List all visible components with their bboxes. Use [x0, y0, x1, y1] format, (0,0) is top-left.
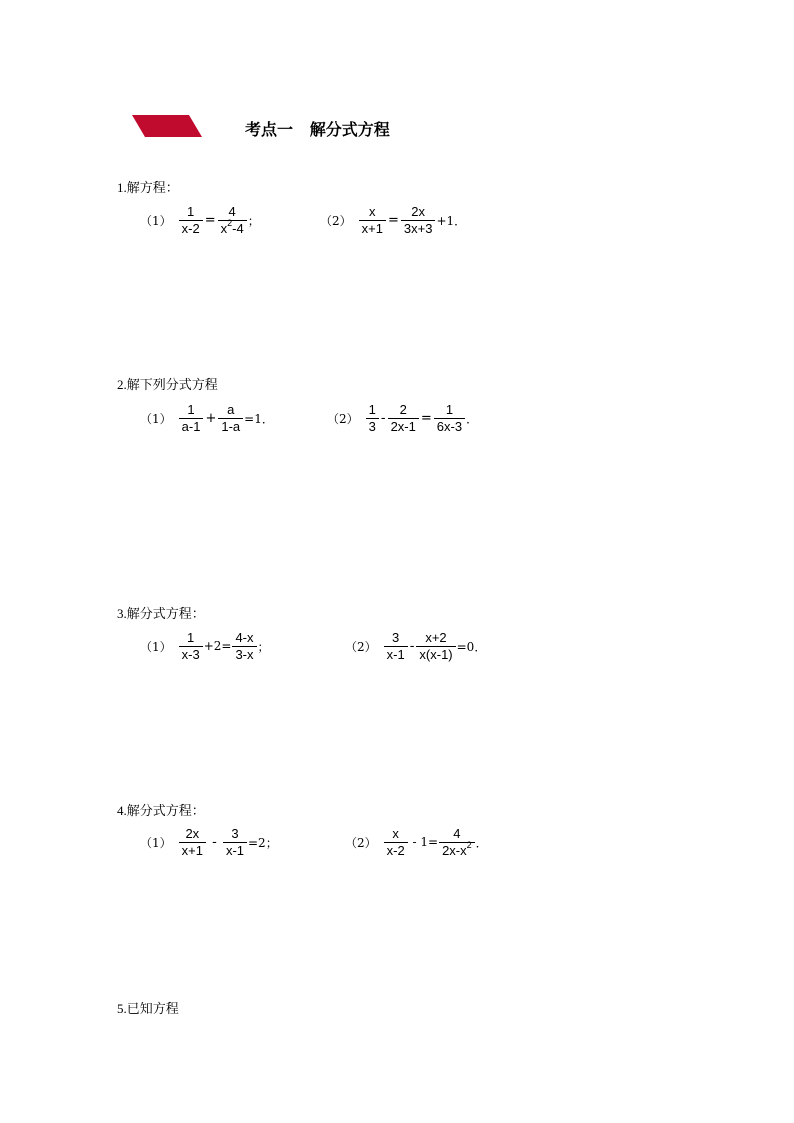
numerator: 4 [228, 203, 236, 219]
equation-middle: +2= [203, 639, 232, 653]
denominator: 1-a [218, 418, 243, 435]
question-3-part-1 [140, 623, 270, 669]
part-label: （2） [320, 213, 352, 228]
numerator: 3 [392, 629, 400, 645]
fraction-a [366, 402, 379, 435]
fraction-b [416, 630, 455, 663]
section-title: 考点一 解分式方程 [245, 120, 390, 139]
numerator: 1 [187, 401, 195, 417]
denominator [218, 217, 247, 237]
question-number: 4 [117, 803, 124, 818]
minus-sign: - [380, 410, 386, 426]
part-label: （2） [327, 411, 359, 426]
numerator: x [369, 203, 376, 219]
part-label: （2） [345, 639, 377, 654]
plus-sign: + [205, 410, 217, 426]
numerator: 1 [368, 401, 376, 417]
part-label: （1） [140, 835, 172, 850]
minus-sign: - [409, 638, 415, 654]
question-number: 1 [117, 180, 124, 195]
denominator: 3x+3 [401, 220, 436, 237]
equation-middle: - 1= [408, 835, 439, 849]
question-number-sep: . [123, 606, 127, 621]
numerator: a [227, 401, 235, 417]
numerator: 2x [185, 825, 200, 841]
equals-sign: = [387, 212, 399, 228]
minus-sign: - [207, 834, 221, 850]
exponent: 2 [227, 217, 233, 228]
question-1-part-1 [140, 197, 260, 243]
denominator: x-2 [384, 842, 408, 859]
numerator: 4 [453, 825, 461, 841]
equation-tail: ． [466, 411, 479, 426]
question-4-heading [117, 800, 205, 819]
fraction-a [179, 826, 206, 859]
denominator-base: 2x-x [442, 842, 467, 858]
part-label: （1） [140, 411, 172, 426]
fraction-b [439, 826, 475, 859]
equation-tail: =0． [456, 639, 487, 654]
equals-sign: = [204, 212, 216, 228]
question-text: 解分式方程： [126, 804, 205, 819]
denominator: x-3 [179, 646, 203, 663]
fraction-a [179, 630, 203, 663]
denominator: x(x-1) [416, 646, 455, 663]
question-text: 解方程： [126, 181, 179, 196]
question-3-part-2 [345, 623, 486, 669]
question-number: 3 [117, 606, 124, 621]
question-4-part-2 [345, 819, 488, 865]
question-2-heading [117, 374, 218, 393]
question-number-sep: . [123, 180, 127, 195]
question-5-heading [117, 998, 179, 1017]
fraction-a [384, 630, 408, 663]
numerator: 1 [187, 203, 195, 219]
fraction-c [434, 402, 465, 435]
question-number-sep: . [123, 377, 127, 392]
fraction-a [179, 402, 204, 435]
numerator: 4-x [235, 629, 254, 645]
question-number: 2 [117, 377, 124, 392]
numerator: x+2 [425, 629, 447, 645]
equation-tail: ； [257, 639, 270, 654]
fraction-b [232, 630, 256, 663]
denominator: x-2 [179, 220, 203, 237]
fraction-a [384, 826, 408, 859]
question-number: 5 [117, 1001, 124, 1016]
equation-tail: +1． [436, 213, 467, 228]
numerator: x [392, 825, 399, 841]
denominator: x-1 [223, 842, 247, 859]
denominator: a-1 [179, 418, 204, 435]
question-text: 解下列分式方程 [126, 378, 218, 393]
fraction-b [223, 826, 247, 859]
question-text: 已知方程 [126, 1002, 179, 1017]
question-number-sep: . [123, 1001, 127, 1016]
question-1-heading [117, 177, 179, 196]
question-3-heading [117, 603, 205, 622]
equation-tail: =1． [244, 411, 274, 426]
equation-tail: ； [247, 213, 260, 228]
denominator: x+1 [359, 220, 386, 237]
denominator: 3 [366, 418, 379, 435]
numerator: 2 [399, 401, 407, 417]
numerator: 1 [445, 401, 454, 417]
denominator: 2x-1 [388, 418, 419, 435]
question-1-part-2 [320, 197, 466, 243]
numerator: 1 [187, 629, 195, 645]
part-label: （1） [140, 639, 172, 654]
denominator: x+1 [179, 842, 206, 859]
part-label: （2） [345, 835, 377, 850]
question-number-sep: . [123, 803, 127, 818]
denominator-base: x [220, 220, 228, 236]
fraction-left [359, 204, 386, 237]
fraction-b [388, 402, 419, 435]
numerator: 3 [231, 825, 239, 841]
question-text: 解分式方程： [126, 607, 205, 622]
denominator: 6x-3 [434, 418, 465, 435]
equals-sign: = [420, 410, 432, 426]
equation-tail: =2； [248, 835, 278, 850]
denominator [439, 839, 475, 859]
section-banner-shape [132, 115, 202, 137]
fraction-left [179, 204, 203, 237]
fraction-right [218, 204, 247, 237]
question-2-part-1 [140, 395, 274, 441]
numerator: 2x [411, 203, 426, 219]
equation-tail: ． [475, 835, 488, 850]
denominator: x-1 [384, 646, 408, 663]
fraction-right [401, 204, 436, 237]
part-label: （1） [140, 213, 172, 228]
fraction-b [218, 402, 243, 435]
denominator-rest: -4 [232, 220, 244, 236]
exponent: 2 [466, 839, 472, 850]
question-2-part-2 [327, 395, 478, 441]
denominator: 3-x [232, 646, 256, 663]
question-4-part-1 [140, 819, 278, 865]
